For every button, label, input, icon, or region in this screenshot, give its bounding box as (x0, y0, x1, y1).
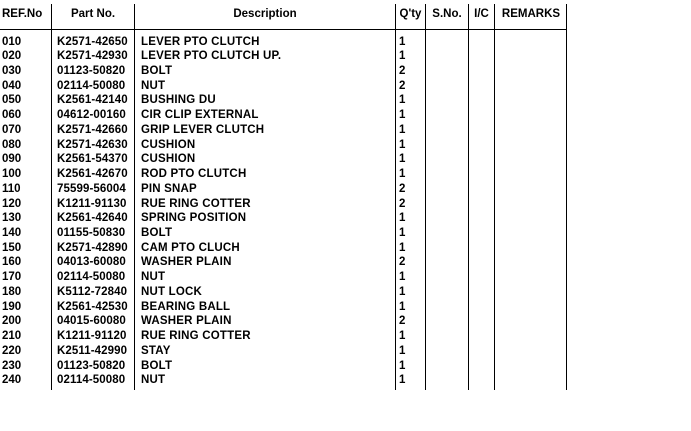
header-divider (0, 29, 567, 30)
ref-no-cell: 070 (2, 123, 22, 136)
description-cell: RUE RING COTTER (141, 330, 251, 343)
part-no-cell: K2561-54370 (57, 153, 128, 166)
ref-no-cell: 080 (2, 138, 22, 151)
qty-cell: 1 (399, 285, 406, 298)
ref-no-cell: 190 (2, 300, 22, 313)
table-row (0, 93, 567, 108)
description-cell: NUT LOCK (141, 285, 203, 298)
table-row (0, 329, 567, 344)
ref-no-cell: 030 (2, 64, 22, 77)
part-no-cell: K2561-42530 (57, 300, 128, 313)
description-cell: BUSHING DU (141, 94, 216, 107)
table-row (0, 270, 567, 285)
table-row (0, 241, 567, 256)
part-no-cell: K1211-91130 (57, 197, 127, 210)
ref-no-cell: 090 (2, 153, 22, 166)
qty-cell: 2 (399, 64, 406, 77)
description-cell: WASHER PLAIN (141, 256, 232, 269)
part-no-cell: K1211-91120 (57, 330, 127, 343)
part-no-cell: 04612-00160 (57, 109, 126, 122)
ref-no-cell: 210 (2, 330, 22, 343)
qty-cell: 1 (399, 153, 406, 166)
ref-no-cell: 180 (2, 285, 22, 298)
part-no-cell: K2571-42660 (57, 123, 128, 136)
ref-no-cell: 230 (2, 359, 22, 372)
table-row (0, 123, 567, 138)
header-qty: Q'ty (399, 8, 422, 20)
description-cell: ROD PTO CLUTCH (141, 168, 247, 181)
description-cell: BOLT (141, 226, 173, 239)
header-ref-no: REF.No (2, 8, 43, 20)
table-row (0, 211, 567, 226)
part-no-cell: 02114-50080 (57, 79, 126, 92)
description-cell: NUT (141, 374, 166, 387)
table-row (0, 314, 567, 329)
table-row (0, 285, 567, 300)
description-cell: LEVER PTO CLUTCH UP. (141, 50, 282, 63)
qty-cell: 1 (399, 50, 406, 63)
description-cell: BOLT (141, 359, 173, 372)
description-cell: BEARING BALL (141, 300, 231, 313)
qty-cell: 2 (399, 197, 406, 210)
part-no-cell: K2571-42930 (57, 50, 128, 63)
qty-cell: 1 (399, 241, 406, 254)
ref-no-cell: 170 (2, 271, 22, 284)
qty-cell: 2 (399, 182, 406, 195)
description-cell: STAY (141, 344, 171, 357)
qty-cell: 1 (399, 94, 406, 107)
description-cell: CIR CLIP EXTERNAL (141, 109, 259, 122)
ref-no-cell: 120 (2, 197, 22, 210)
table-row (0, 226, 567, 241)
table-row (0, 49, 567, 64)
table-row (0, 152, 567, 167)
ref-no-cell: 100 (2, 168, 22, 181)
qty-cell: 1 (399, 300, 406, 313)
header-description: Description (233, 8, 297, 20)
table-row (0, 255, 567, 270)
part-no-cell: K2561-42640 (57, 212, 128, 225)
qty-cell: 1 (399, 35, 406, 48)
table-row (0, 108, 567, 123)
table-row (0, 344, 567, 359)
qty-cell: 1 (399, 344, 406, 357)
table-row (0, 300, 567, 315)
header-ic: I/C (474, 8, 489, 20)
part-no-cell: K2561-42140 (57, 94, 128, 107)
table-row (0, 182, 567, 197)
description-cell: CAM PTO CLUCH (141, 241, 240, 254)
part-no-cell: K2561-42670 (57, 168, 128, 181)
table-row (0, 197, 567, 212)
ref-no-cell: 110 (2, 182, 21, 195)
qty-cell: 1 (399, 123, 406, 136)
description-cell: WASHER PLAIN (141, 315, 232, 328)
description-cell: LEVER PTO CLUTCH (141, 35, 260, 48)
qty-cell: 1 (399, 374, 406, 387)
part-no-cell: K2571-42630 (57, 138, 128, 151)
ref-no-cell: 200 (2, 315, 22, 328)
part-no-cell: K2511-42990 (57, 344, 128, 357)
ref-no-cell: 220 (2, 344, 22, 357)
qty-cell: 2 (399, 256, 406, 269)
qty-cell: 2 (399, 79, 406, 92)
part-no-cell: 01123-50820 (57, 359, 126, 372)
description-cell: SPRING POSITION (141, 212, 247, 225)
description-cell: PIN SNAP (141, 182, 197, 195)
ref-no-cell: 150 (2, 241, 22, 254)
table-row (0, 167, 567, 182)
description-cell: CUSHION (141, 138, 196, 151)
description-cell: RUE RING COTTER (141, 197, 251, 210)
part-no-cell: 01155-50830 (57, 226, 126, 239)
ref-no-cell: 010 (2, 35, 22, 48)
part-no-cell: K2571-42650 (57, 35, 128, 48)
qty-cell: 1 (399, 271, 406, 284)
ref-no-cell: 020 (2, 50, 22, 63)
ref-no-cell: 140 (2, 226, 22, 239)
qty-cell: 1 (399, 212, 406, 225)
ref-no-cell: 240 (2, 374, 22, 387)
header-remarks: REMARKS (501, 8, 561, 20)
qty-cell: 1 (399, 109, 406, 122)
ref-no-cell: 040 (2, 79, 22, 92)
table-row (0, 35, 567, 50)
part-no-cell: 04015-60080 (57, 315, 126, 328)
part-no-cell: K2571-42890 (57, 241, 128, 254)
table-row (0, 64, 567, 79)
part-no-cell: 75599-56004 (57, 182, 126, 195)
description-cell: GRIP LEVER CLUTCH (141, 123, 265, 136)
description-cell: NUT (141, 271, 166, 284)
ref-no-cell: 060 (2, 109, 22, 122)
ref-no-cell: 050 (2, 94, 22, 107)
description-cell: CUSHION (141, 153, 196, 166)
part-no-cell: 04013-60080 (57, 256, 126, 269)
part-no-cell: K5112-72840 (57, 285, 128, 298)
table-row (0, 138, 567, 153)
description-cell: NUT (141, 79, 166, 92)
part-no-cell: 02114-50080 (57, 271, 126, 284)
table-row (0, 359, 567, 374)
part-no-cell: 01123-50820 (57, 64, 126, 77)
ref-no-cell: 130 (2, 212, 22, 225)
header-part-no: Part No. (70, 8, 116, 20)
qty-cell: 1 (399, 359, 406, 372)
table-row (0, 79, 567, 94)
qty-cell: 1 (399, 138, 406, 151)
header-s-no: S.No. (432, 8, 462, 20)
table-row (0, 373, 567, 388)
qty-cell: 1 (399, 330, 406, 343)
qty-cell: 2 (399, 315, 406, 328)
qty-cell: 1 (399, 226, 406, 239)
part-no-cell: 02114-50080 (57, 374, 126, 387)
ref-no-cell: 160 (2, 256, 22, 269)
description-cell: BOLT (141, 64, 173, 77)
qty-cell: 1 (399, 168, 406, 181)
